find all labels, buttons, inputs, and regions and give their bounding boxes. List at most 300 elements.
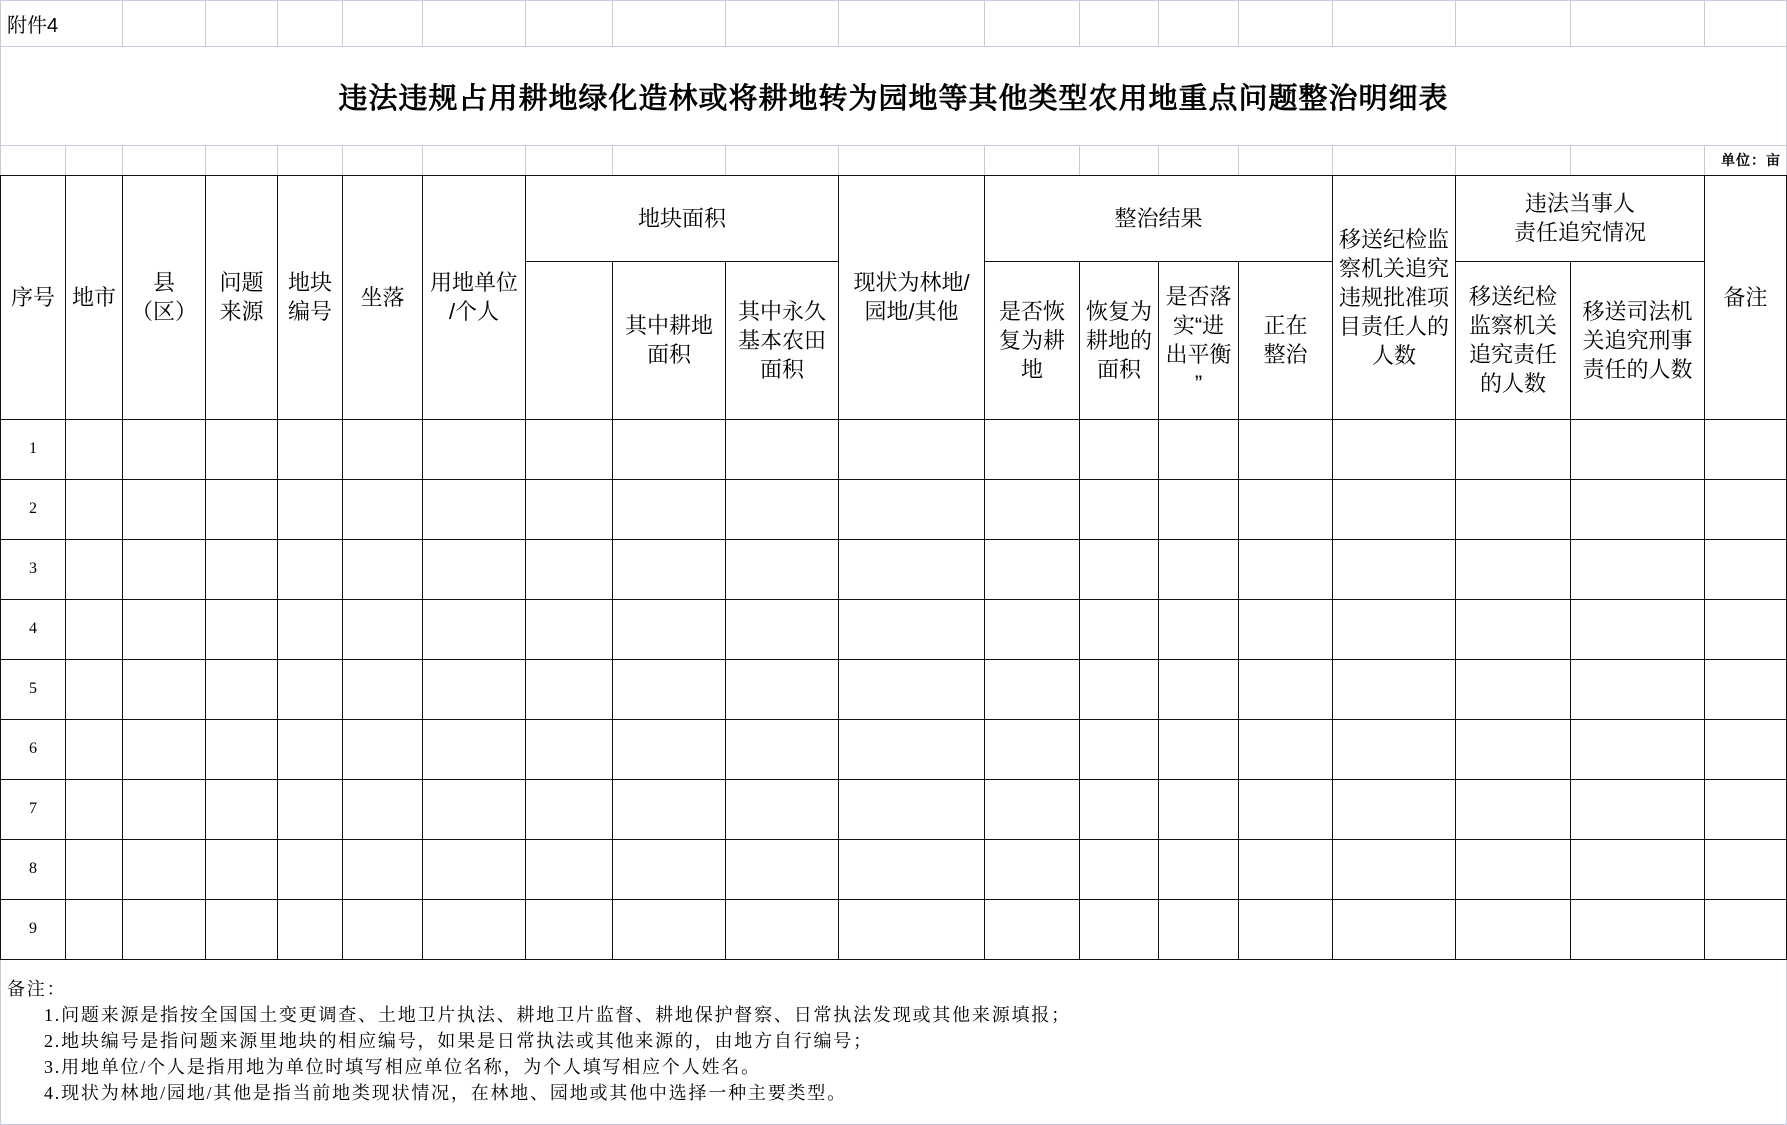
cell-source[interactable] bbox=[206, 899, 278, 959]
cell-plot-no[interactable] bbox=[278, 779, 343, 839]
grid-cell bbox=[206, 146, 278, 175]
header-label: （区） bbox=[130, 299, 197, 324]
header-label: 地市 bbox=[71, 284, 116, 310]
col-header-balance bbox=[1159, 261, 1239, 419]
grid-cell bbox=[526, 146, 613, 175]
cell-restored[interactable] bbox=[985, 479, 1080, 539]
grid-cell bbox=[1159, 146, 1239, 175]
cell-in-progress[interactable] bbox=[1239, 599, 1333, 659]
cell-remarks[interactable] bbox=[1705, 899, 1787, 959]
cell-remarks[interactable] bbox=[1705, 659, 1787, 719]
grid-cell bbox=[1333, 1, 1456, 47]
cell-permanent-basic-area[interactable] bbox=[726, 479, 839, 539]
cell-party-judicial[interactable] bbox=[1571, 779, 1705, 839]
cell-serial bbox=[1, 899, 66, 959]
header-label: 坐落 bbox=[360, 284, 405, 310]
col-header-land-user bbox=[423, 175, 526, 419]
header-label: 责任追究情况 bbox=[1514, 220, 1647, 245]
cell-serial bbox=[1, 779, 66, 839]
row-number: 3 bbox=[29, 560, 37, 577]
header-label: 移送纪检监 bbox=[1339, 226, 1450, 252]
notes-section bbox=[0, 960, 1787, 1125]
header-label: 是否恢 bbox=[998, 298, 1065, 324]
cell-in-progress[interactable] bbox=[1239, 539, 1333, 599]
cell-party-judicial[interactable] bbox=[1571, 479, 1705, 539]
cell-serial bbox=[1, 419, 66, 479]
cell-permanent-basic-area[interactable] bbox=[726, 839, 839, 899]
cell-balance[interactable] bbox=[1159, 539, 1239, 599]
cell-location[interactable] bbox=[343, 419, 423, 479]
col-header-permanent-basic-area bbox=[726, 261, 839, 419]
cell-city[interactable] bbox=[66, 779, 123, 839]
cell-party-discipline[interactable] bbox=[1456, 719, 1571, 779]
col-header-restored bbox=[985, 261, 1080, 419]
cell-plot-total-area[interactable] bbox=[526, 839, 613, 899]
header-label: 整治 bbox=[1263, 342, 1308, 367]
col-header-party-judicial bbox=[1571, 261, 1705, 419]
cell-cultivated-area[interactable] bbox=[613, 899, 726, 959]
cell-in-progress[interactable] bbox=[1239, 419, 1333, 479]
cell-plot-no[interactable] bbox=[278, 599, 343, 659]
cell-discipline-approval[interactable] bbox=[1333, 419, 1456, 479]
cell-location[interactable] bbox=[343, 839, 423, 899]
cell-party-judicial[interactable] bbox=[1571, 719, 1705, 779]
cell-current-status[interactable] bbox=[839, 419, 985, 479]
cell-plot-total-area[interactable] bbox=[526, 899, 613, 959]
grid-cell bbox=[613, 146, 726, 175]
header-label: 地块 bbox=[287, 270, 332, 295]
cell-county[interactable] bbox=[123, 479, 206, 539]
row-number: 1 bbox=[29, 440, 37, 457]
grid-cell bbox=[1239, 146, 1333, 175]
grid-cell bbox=[123, 1, 206, 47]
grid-cell bbox=[1080, 146, 1159, 175]
cell-restored[interactable] bbox=[985, 779, 1080, 839]
header-label: 人数 bbox=[1372, 342, 1417, 368]
cell-source[interactable] bbox=[206, 839, 278, 899]
cell-plot-total-area[interactable] bbox=[526, 539, 613, 599]
grid-cell bbox=[1571, 146, 1705, 175]
header-label: 园地/其他 bbox=[864, 299, 959, 324]
cell-remarks[interactable] bbox=[1705, 719, 1787, 779]
cell-county[interactable] bbox=[123, 839, 206, 899]
grid-cell bbox=[1333, 146, 1456, 175]
cell-remarks[interactable] bbox=[1705, 539, 1787, 599]
note-item: 3.用地单位/个人是指用地为单位时填写相应单位名称，为个人填写相应个人姓名。 bbox=[44, 1056, 761, 1077]
cell-source[interactable] bbox=[206, 779, 278, 839]
cell-restored[interactable] bbox=[985, 599, 1080, 659]
cell-land-user[interactable] bbox=[423, 539, 526, 599]
cell-restored-area[interactable] bbox=[1080, 719, 1159, 779]
cell-discipline-approval[interactable] bbox=[1333, 899, 1456, 959]
cell-current-status[interactable] bbox=[839, 539, 985, 599]
cell-serial bbox=[1, 479, 66, 539]
cell-land-user[interactable] bbox=[423, 899, 526, 959]
cell-cultivated-area[interactable] bbox=[613, 779, 726, 839]
cell-discipline-approval[interactable] bbox=[1333, 539, 1456, 599]
grid-cell bbox=[1159, 1, 1239, 47]
col-header-location bbox=[343, 175, 423, 419]
row-number: 8 bbox=[29, 860, 37, 877]
row-number: 9 bbox=[29, 920, 37, 937]
col-header-cultivated-area bbox=[613, 261, 726, 419]
row-number: 6 bbox=[29, 740, 37, 757]
cell-discipline-approval[interactable] bbox=[1333, 839, 1456, 899]
cell-balance[interactable] bbox=[1159, 779, 1239, 839]
table-row bbox=[1, 599, 1787, 659]
grid-cell bbox=[278, 146, 343, 175]
cell-balance[interactable] bbox=[1159, 479, 1239, 539]
header-label: 面积 bbox=[646, 342, 691, 367]
header-label: 地 bbox=[1020, 356, 1043, 382]
note-item: 2.地块编号是指问题来源里地块的相应编号，如果是日常执法或其他来源的，由地方自行编号； bbox=[44, 1030, 873, 1051]
header-label: 复为耕 bbox=[998, 327, 1065, 353]
table-row bbox=[1, 419, 1787, 479]
cell-source[interactable] bbox=[206, 539, 278, 599]
cell-city[interactable] bbox=[66, 599, 123, 659]
cell-plot-no[interactable] bbox=[278, 899, 343, 959]
cell-land-user[interactable] bbox=[423, 779, 526, 839]
cell-plot-total-area[interactable] bbox=[526, 719, 613, 779]
cell-source[interactable] bbox=[206, 659, 278, 719]
cell-party-discipline[interactable] bbox=[1456, 899, 1571, 959]
note-item: 4.现状为林地/园地/其他是指当前地类现状情况，在林地、园地或其他中选择一种主要类型。 bbox=[44, 1082, 847, 1103]
cell-restored[interactable] bbox=[985, 419, 1080, 479]
grid-cell bbox=[1571, 1, 1705, 47]
grid-cell bbox=[1456, 1, 1571, 47]
header-label: 察机关追究 bbox=[1339, 255, 1450, 281]
col-header-restored-area bbox=[1080, 261, 1159, 419]
cell-party-discipline[interactable] bbox=[1456, 479, 1571, 539]
cell-remarks[interactable] bbox=[1705, 479, 1787, 539]
cell-permanent-basic-area[interactable] bbox=[726, 659, 839, 719]
cell-party-judicial[interactable] bbox=[1571, 419, 1705, 479]
cell-plot-no[interactable] bbox=[278, 479, 343, 539]
header-label: 移送纪检 bbox=[1469, 284, 1558, 309]
cell-location[interactable] bbox=[343, 599, 423, 659]
cell-city[interactable] bbox=[66, 899, 123, 959]
cell-plot-total-area[interactable] bbox=[526, 419, 613, 479]
cell-source[interactable] bbox=[206, 719, 278, 779]
cell-current-status[interactable] bbox=[839, 719, 985, 779]
cell-plot-no[interactable] bbox=[278, 659, 343, 719]
cell-in-progress[interactable] bbox=[1239, 779, 1333, 839]
cell-party-discipline[interactable] bbox=[1456, 599, 1571, 659]
cell-restored[interactable] bbox=[985, 899, 1080, 959]
table-row bbox=[1, 779, 1787, 839]
cell-party-judicial[interactable] bbox=[1571, 539, 1705, 599]
cell-city[interactable] bbox=[66, 659, 123, 719]
cell-current-status[interactable] bbox=[839, 779, 985, 839]
cell-land-user[interactable] bbox=[423, 719, 526, 779]
header-label: 地块面积 bbox=[637, 205, 726, 231]
grid-cell bbox=[613, 1, 726, 47]
grid-cell bbox=[985, 1, 1080, 47]
grid-cell bbox=[206, 1, 278, 47]
cell-location[interactable] bbox=[343, 539, 423, 599]
grid-cell bbox=[423, 146, 526, 175]
cell-restored-area[interactable] bbox=[1080, 659, 1159, 719]
cell-county[interactable] bbox=[123, 659, 206, 719]
cell-source[interactable] bbox=[206, 479, 278, 539]
row-number: 4 bbox=[29, 620, 37, 637]
grid-cell bbox=[1080, 1, 1159, 47]
cell-county[interactable] bbox=[123, 719, 206, 779]
table-body bbox=[1, 419, 1787, 959]
header-label: 备注 bbox=[1723, 284, 1768, 310]
cell-permanent-basic-area[interactable] bbox=[726, 899, 839, 959]
table-row bbox=[1, 659, 1787, 719]
cell-serial bbox=[1, 839, 66, 899]
header-label: 现状为林地/ bbox=[853, 270, 970, 295]
cell-party-discipline[interactable] bbox=[1456, 539, 1571, 599]
cell-restored-area[interactable] bbox=[1080, 479, 1159, 539]
group-header-plot-area bbox=[526, 175, 839, 261]
cell-county[interactable] bbox=[123, 899, 206, 959]
cell-location[interactable] bbox=[343, 659, 423, 719]
cell-county[interactable] bbox=[123, 419, 206, 479]
cell-remarks[interactable] bbox=[1705, 419, 1787, 479]
cell-current-status[interactable] bbox=[839, 659, 985, 719]
grid-cell bbox=[726, 146, 839, 175]
header-label: 来源 bbox=[219, 299, 264, 324]
col-header-county bbox=[123, 175, 206, 419]
row-number: 2 bbox=[29, 500, 37, 517]
cell-party-discipline[interactable] bbox=[1456, 839, 1571, 899]
cell-location[interactable] bbox=[343, 719, 423, 779]
table-row bbox=[1, 479, 1787, 539]
header-label: 其中永久 bbox=[737, 298, 826, 324]
grid-cell bbox=[1239, 1, 1333, 47]
header-label: 序号 bbox=[10, 284, 55, 310]
cell-city[interactable] bbox=[66, 719, 123, 779]
header-label: 编号 bbox=[287, 299, 332, 324]
grid-cell bbox=[66, 146, 123, 175]
grid-cell bbox=[1705, 1, 1787, 47]
cell-in-progress[interactable] bbox=[1239, 899, 1333, 959]
cell-party-judicial[interactable] bbox=[1571, 839, 1705, 899]
sheet-header-area bbox=[0, 0, 1787, 175]
header-label: 整治结果 bbox=[1114, 205, 1203, 231]
cell-city[interactable] bbox=[66, 479, 123, 539]
header-label: 实“进 bbox=[1172, 313, 1225, 338]
cell-cultivated-area[interactable] bbox=[613, 539, 726, 599]
cell-in-progress[interactable] bbox=[1239, 479, 1333, 539]
cell-city[interactable] bbox=[66, 539, 123, 599]
cell-plot-no[interactable] bbox=[278, 539, 343, 599]
grid-cell bbox=[985, 146, 1080, 175]
row-number: 7 bbox=[29, 800, 37, 817]
cell-permanent-basic-area[interactable] bbox=[726, 539, 839, 599]
cell-cultivated-area[interactable] bbox=[613, 419, 726, 479]
header-label: 问题 bbox=[219, 270, 264, 295]
table-row bbox=[1, 899, 1787, 959]
header-label: 违法当事人 bbox=[1525, 191, 1636, 216]
col-header-remarks bbox=[1705, 175, 1787, 419]
rectification-detail-table bbox=[0, 175, 1787, 960]
cell-county[interactable] bbox=[123, 599, 206, 659]
header-label: 其中耕地 bbox=[624, 313, 713, 338]
col-header-city bbox=[66, 175, 123, 419]
cell-plot-total-area[interactable] bbox=[526, 479, 613, 539]
cell-restored-area[interactable] bbox=[1080, 899, 1159, 959]
cell-plot-total-area[interactable] bbox=[526, 779, 613, 839]
cell-permanent-basic-area[interactable] bbox=[726, 419, 839, 479]
cell-land-user[interactable] bbox=[423, 839, 526, 899]
header-label: 正在 bbox=[1263, 313, 1308, 338]
cell-remarks[interactable] bbox=[1705, 839, 1787, 899]
cell-discipline-approval[interactable] bbox=[1333, 659, 1456, 719]
unit-label: 单位：亩 bbox=[1705, 146, 1787, 175]
cell-party-judicial[interactable] bbox=[1571, 599, 1705, 659]
cell-plot-no[interactable] bbox=[278, 719, 343, 779]
header-label: 目责任人的 bbox=[1339, 313, 1450, 339]
grid-cell bbox=[526, 1, 613, 47]
cell-city[interactable] bbox=[66, 839, 123, 899]
cell-party-discipline[interactable] bbox=[1456, 779, 1571, 839]
cell-restored[interactable] bbox=[985, 539, 1080, 599]
header-label: 基本农田 bbox=[737, 327, 826, 353]
cell-serial bbox=[1, 599, 66, 659]
cell-plot-no[interactable] bbox=[278, 419, 343, 479]
cell-party-discipline[interactable] bbox=[1456, 419, 1571, 479]
header-label: 违规批准项 bbox=[1339, 284, 1450, 310]
cell-discipline-approval[interactable] bbox=[1333, 599, 1456, 659]
cell-balance[interactable] bbox=[1159, 659, 1239, 719]
cell-serial bbox=[1, 719, 66, 779]
header-label: 移送司法机 bbox=[1582, 298, 1693, 324]
header-label: /个人 bbox=[448, 299, 500, 324]
cell-cultivated-area[interactable] bbox=[613, 659, 726, 719]
cell-in-progress[interactable] bbox=[1239, 839, 1333, 899]
grid-cell bbox=[726, 1, 839, 47]
grid-cell bbox=[123, 146, 206, 175]
cell-restored[interactable] bbox=[985, 719, 1080, 779]
cell-plot-total-area[interactable] bbox=[526, 599, 613, 659]
cell-restored-area[interactable] bbox=[1080, 779, 1159, 839]
cell-permanent-basic-area[interactable] bbox=[726, 599, 839, 659]
header-label: 恢复为 bbox=[1085, 298, 1152, 324]
cell-location[interactable] bbox=[343, 899, 423, 959]
header-label: 追究责任 bbox=[1469, 342, 1558, 367]
cell-plot-total-area[interactable] bbox=[526, 659, 613, 719]
notes-heading: 备注： bbox=[7, 978, 67, 999]
cell-discipline-approval[interactable] bbox=[1333, 779, 1456, 839]
header-label: 的人数 bbox=[1480, 371, 1547, 396]
cell-current-status[interactable] bbox=[839, 899, 985, 959]
cell-plot-no[interactable] bbox=[278, 839, 343, 899]
cell-cultivated-area[interactable] bbox=[613, 719, 726, 779]
col-header-source bbox=[206, 175, 278, 419]
cell-balance[interactable] bbox=[1159, 839, 1239, 899]
cell-restored-area[interactable] bbox=[1080, 599, 1159, 659]
col-header-discipline-approval bbox=[1333, 175, 1456, 419]
grid-cell bbox=[343, 1, 423, 47]
col-header-serial bbox=[1, 175, 66, 419]
col-header-plot-total-area bbox=[526, 261, 613, 419]
cell-source[interactable] bbox=[206, 599, 278, 659]
table-row bbox=[1, 839, 1787, 899]
grid-cell bbox=[1456, 146, 1571, 175]
cell-source[interactable] bbox=[206, 419, 278, 479]
cell-discipline-approval[interactable] bbox=[1333, 719, 1456, 779]
col-header-plot-no bbox=[278, 175, 343, 419]
col-header-party-discipline bbox=[1456, 261, 1571, 419]
cell-balance[interactable] bbox=[1159, 599, 1239, 659]
table-row bbox=[1, 719, 1787, 779]
header-label: 耕地的 bbox=[1085, 327, 1152, 353]
row-number: 5 bbox=[29, 680, 37, 697]
header-label: 出平衡 bbox=[1165, 342, 1232, 367]
cell-land-user[interactable] bbox=[423, 659, 526, 719]
cell-current-status[interactable] bbox=[839, 479, 985, 539]
table-row bbox=[1, 539, 1787, 599]
cell-party-judicial[interactable] bbox=[1571, 659, 1705, 719]
cell-county[interactable] bbox=[123, 539, 206, 599]
cell-city[interactable] bbox=[66, 419, 123, 479]
grid-cell bbox=[839, 1, 985, 47]
header-label: 是否落 bbox=[1165, 284, 1232, 309]
cell-location[interactable] bbox=[343, 479, 423, 539]
cell-current-status[interactable] bbox=[839, 839, 985, 899]
header-label: 面积 bbox=[1096, 356, 1141, 382]
col-header-in-progress bbox=[1239, 261, 1333, 419]
header-label: ” bbox=[1194, 371, 1203, 396]
cell-restored-area[interactable] bbox=[1080, 419, 1159, 479]
cell-restored-area[interactable] bbox=[1080, 539, 1159, 599]
cell-restored[interactable] bbox=[985, 659, 1080, 719]
cell-remarks[interactable] bbox=[1705, 779, 1787, 839]
cell-balance[interactable] bbox=[1159, 419, 1239, 479]
cell-serial bbox=[1, 539, 66, 599]
cell-location[interactable] bbox=[343, 779, 423, 839]
cell-party-judicial[interactable] bbox=[1571, 899, 1705, 959]
cell-remarks[interactable] bbox=[1705, 599, 1787, 659]
cell-party-discipline[interactable] bbox=[1456, 659, 1571, 719]
grid-cell bbox=[278, 1, 343, 47]
group-header-party-liability bbox=[1456, 175, 1705, 261]
cell-land-user[interactable] bbox=[423, 419, 526, 479]
col-header-current-status bbox=[839, 175, 985, 419]
attachment-label: 附件4 bbox=[1, 1, 123, 47]
cell-restored-area[interactable] bbox=[1080, 839, 1159, 899]
note-item: 1.问题来源是指按全国国土变更调查、土地卫片执法、耕地卫片监督、耕地保护督察、日常执法发现或其他来源填报； bbox=[44, 1004, 1071, 1025]
header-label: 关追究刑事 bbox=[1582, 327, 1693, 353]
grid-cell bbox=[423, 1, 526, 47]
cell-current-status[interactable] bbox=[839, 599, 985, 659]
header-label: 面积 bbox=[759, 356, 804, 382]
cell-land-user[interactable] bbox=[423, 479, 526, 539]
cell-cultivated-area[interactable] bbox=[613, 599, 726, 659]
cell-permanent-basic-area[interactable] bbox=[726, 719, 839, 779]
cell-balance[interactable] bbox=[1159, 899, 1239, 959]
cell-discipline-approval[interactable] bbox=[1333, 479, 1456, 539]
table-title: 违法违规占用耕地绿化造林或将耕地转为园地等其他类型农用地重点问题整治明细表 bbox=[1, 47, 1787, 146]
cell-cultivated-area[interactable] bbox=[613, 839, 726, 899]
cell-county[interactable] bbox=[123, 779, 206, 839]
cell-restored[interactable] bbox=[985, 839, 1080, 899]
cell-balance[interactable] bbox=[1159, 719, 1239, 779]
header-label: 监察机关 bbox=[1469, 313, 1558, 338]
cell-cultivated-area[interactable] bbox=[613, 479, 726, 539]
cell-land-user[interactable] bbox=[423, 599, 526, 659]
header-label: 县 bbox=[152, 270, 175, 295]
cell-in-progress[interactable] bbox=[1239, 659, 1333, 719]
grid-cell bbox=[839, 146, 985, 175]
grid-cell bbox=[1, 146, 66, 175]
cell-permanent-basic-area[interactable] bbox=[726, 779, 839, 839]
cell-in-progress[interactable] bbox=[1239, 719, 1333, 779]
